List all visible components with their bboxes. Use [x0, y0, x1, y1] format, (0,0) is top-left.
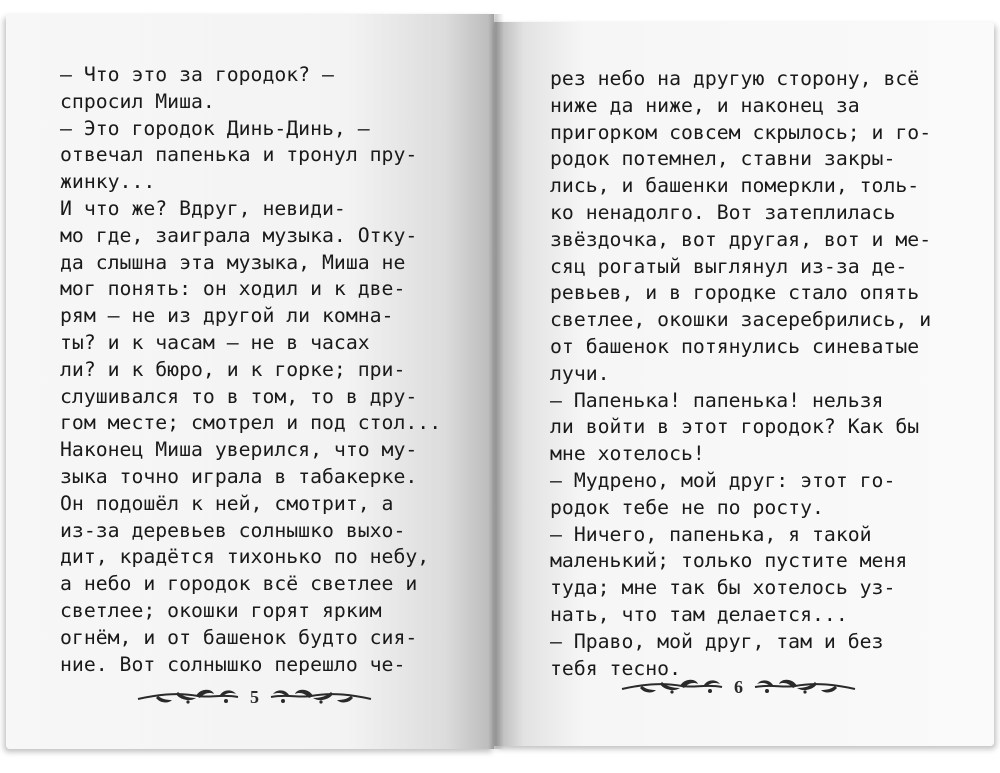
text-line: слушивался то в том, то в дру- — [60, 384, 418, 408]
text-line: рям — не из другой ли комна- — [60, 304, 394, 328]
text-line: лись, и башенки померкли, толь- — [550, 174, 920, 198]
text-line: спросил Миша. — [60, 89, 215, 113]
left-page-footer — [136, 686, 373, 708]
text-line: светлее; окошки горят ярким — [60, 598, 382, 622]
text-line: И что же? Вдруг, невиди- — [60, 196, 346, 220]
text-line: от башенок потянулись синеватые — [550, 334, 920, 358]
text-line: тебя тесно. — [550, 656, 682, 680]
text-line: ли? и к бюро, и к горке; при- — [60, 357, 406, 381]
left-page-text — [60, 62, 441, 678]
text-line: ли войти в этот городок? Как бы — [550, 415, 920, 439]
text-line: жинку... — [60, 170, 156, 194]
text-line: дит, крадётся тихонько по небу, — [60, 545, 430, 569]
text-line: из-за деревьев солнышко выхо- — [60, 518, 406, 542]
text-line: ние. Вот солнышко перешло че- — [60, 652, 406, 676]
text-line: Он подошёл к ней, смотрит, а — [60, 491, 394, 515]
text-line: — Ничего, папенька, я такой — [550, 522, 872, 546]
text-line: сяц рогатый выглянул из-за де- — [550, 254, 908, 278]
text-line: нать, что там делается... — [550, 602, 848, 626]
right-page-text — [550, 66, 931, 682]
text-line: ревьев, и в городке стало опять — [550, 281, 920, 305]
right-page-footer — [620, 676, 857, 698]
page-number-right: 6 — [734, 676, 743, 697]
text-line: мог понять: он ходил и к две- — [60, 277, 406, 301]
text-line: — Мудрено, мой друг: этот го- — [550, 468, 896, 492]
text-line: да слышна эта музыка, Миша не — [60, 250, 406, 274]
text-line: огнём, и от башенок будто сия- — [60, 625, 418, 649]
flourish-ornament-icon — [620, 676, 724, 698]
text-line: пригорком совсем скрылось; и го- — [550, 120, 932, 144]
page-number-left: 5 — [250, 686, 259, 707]
text-line: — Право, мой друг, там и без — [550, 629, 884, 653]
text-line: звёздочка, вот другая, вот и ме- — [550, 227, 932, 251]
text-line: гом месте; смотрел и под стол... — [60, 411, 442, 435]
text-line: рез небо на другую сторону, всё — [550, 67, 920, 90]
text-line: ты? и к часам — не в часах — [60, 330, 370, 354]
book-gutter — [488, 14, 504, 749]
text-line: ко ненадолго. Вот затеплилась — [550, 200, 896, 224]
text-line: ниже да ниже, и наконец за — [550, 93, 860, 117]
flourish-ornament-icon — [753, 676, 857, 698]
text-line: а небо и городок всё светлее и — [60, 572, 418, 596]
text-line: — Это городок Динь-Динь, — — [60, 116, 370, 140]
text-line: — Что это за городок? — — [60, 63, 334, 86]
text-line: зыка точно играла в табакерке. — [60, 464, 418, 488]
text-line: туда; мне так бы хотелось уз- — [550, 576, 896, 600]
text-line: светлее, окошки засеребрились, и — [550, 308, 932, 332]
text-line: мне хотелось! — [550, 442, 705, 466]
text-line: Наконец Миша уверился, что му- — [60, 438, 418, 462]
text-line: отвечал папенька и тронул пру- — [60, 143, 418, 167]
flourish-ornament-icon — [269, 686, 373, 708]
text-line: маленький; только пустите меня — [550, 549, 908, 573]
text-line: — Папенька! папенька! нельзя — [550, 388, 884, 412]
text-line: лучи. — [550, 361, 610, 385]
text-line: родок тебе не по росту. — [550, 495, 824, 519]
text-line: мо где, заиграла музыка. Отку- — [60, 223, 418, 247]
text-line: родок потемнел, ставни закры- — [550, 147, 896, 171]
flourish-ornament-icon — [136, 686, 240, 708]
